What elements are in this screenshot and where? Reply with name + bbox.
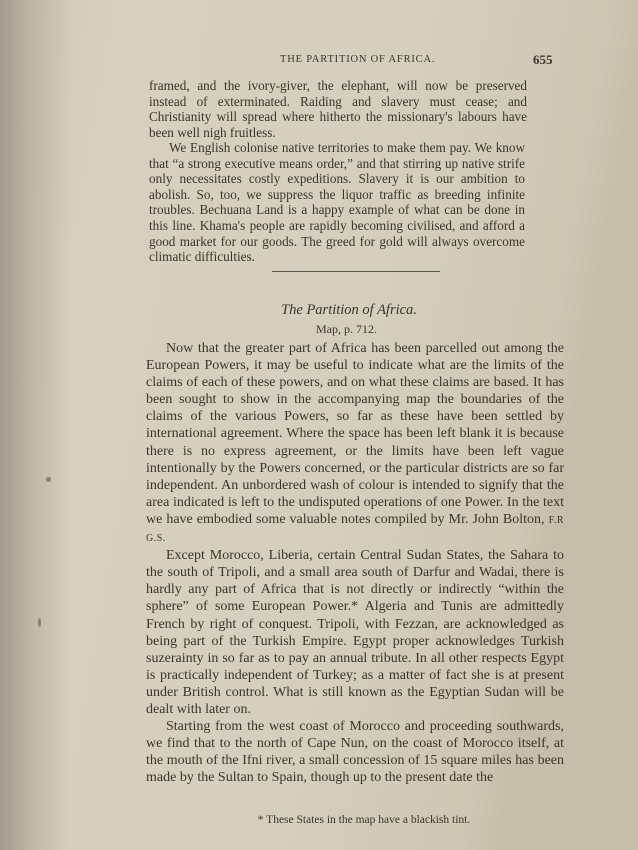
- paragraph-morocco: Starting from the west coast of Morocco and proceeding southwards, we find that to the north of Cape Nun, on the coast of Morocco itself, at the mouth of the Ifni river, a small concession of 15 square miles has been made by the Sultan to Spain, though up to the present date the: [146, 719, 564, 786]
- page-header: [0, 52, 638, 72]
- page-number: 655: [533, 52, 553, 67]
- author-credential: F.R G.S.: [146, 514, 565, 545]
- ink-spot: [46, 477, 51, 482]
- colonisation-paragraph: [149, 140, 525, 265]
- continuation-paragraph: [149, 78, 527, 140]
- running-head: THE PARTITION OF AFRICA.: [280, 54, 436, 65]
- colonisation-text: We English colonise native territories to make them pay. We know that “a strong executive means order,” and that stirring up native strife only necessitates costly expeditions. Slavery it is our ambition to abolish. So, too, we suppress the liquor traffic as breeding infinite troubles. Bechuana Land is a happy example of what can be done in this line. Khama's people are rapidly becoming civilised, and afford a good market for our goods. The greed for gold will always overcome climatic difficulties.: [149, 140, 525, 265]
- ink-spot: [38, 618, 41, 627]
- paragraph-intro-text: Now that the greater part of Africa has been parcelled out among the European Powers, it may be useful to indicate what are the limits of the claims of each of these powers, and on what these claims are based. It has been sought to show in the accompanying map the boundaries of the claims of the various Powers, so far as these have been settled by international agreement. Where the space has been left blank it is because there is no express agreement, or the limits have been left vague intentionally by the Powers concerned, or the particular districts are so far independent. An unbordered wash of colour is intended to signify that the area indicated is left to the undisputed operations of one Power. In the text we have embodied some valuable notes compiled by Mr. John Bolton,: [146, 341, 564, 527]
- continuation-text: framed, and the ivory-giver, the elephant, will now be preserved instead of exterminated. Raiding and slavery must cease; and Christianity will spread where hitherto the missionary's labours have been well nigh fruitless.: [149, 78, 527, 140]
- section-title: The Partition of Africa.: [281, 302, 417, 318]
- paragraph-spheres: Except Morocco, Liberia, certain Central Sudan States, the Sahara to the south of Tripoli, and a small area south of Darfur and Wadai, there is hardly any part of Africa that is not directly or indirectly “within the sphere” of some European Power.* Algeria and Tunis are admittedly French by right of conquest. Tripoli, with Fezzan, are acknowledged as being part of the Turkish Empire. Egypt proper acknowledges Turkish suzerainty in so far as to pay an annual tribute. In all other respects Egypt is practically independent of Turkey; as a matter of fact she is at present under British control. What is still known as the Egyptian Sudan will be dealt with later on.: [146, 548, 564, 717]
- map-reference: Map, p. 712.: [316, 322, 377, 336]
- footnote: * These States in the map have a blackish tint.: [257, 814, 471, 826]
- paragraph-intro: [146, 340, 564, 547]
- page-gutter: [0, 0, 70, 850]
- section-divider: [272, 271, 440, 272]
- main-text: [146, 340, 564, 786]
